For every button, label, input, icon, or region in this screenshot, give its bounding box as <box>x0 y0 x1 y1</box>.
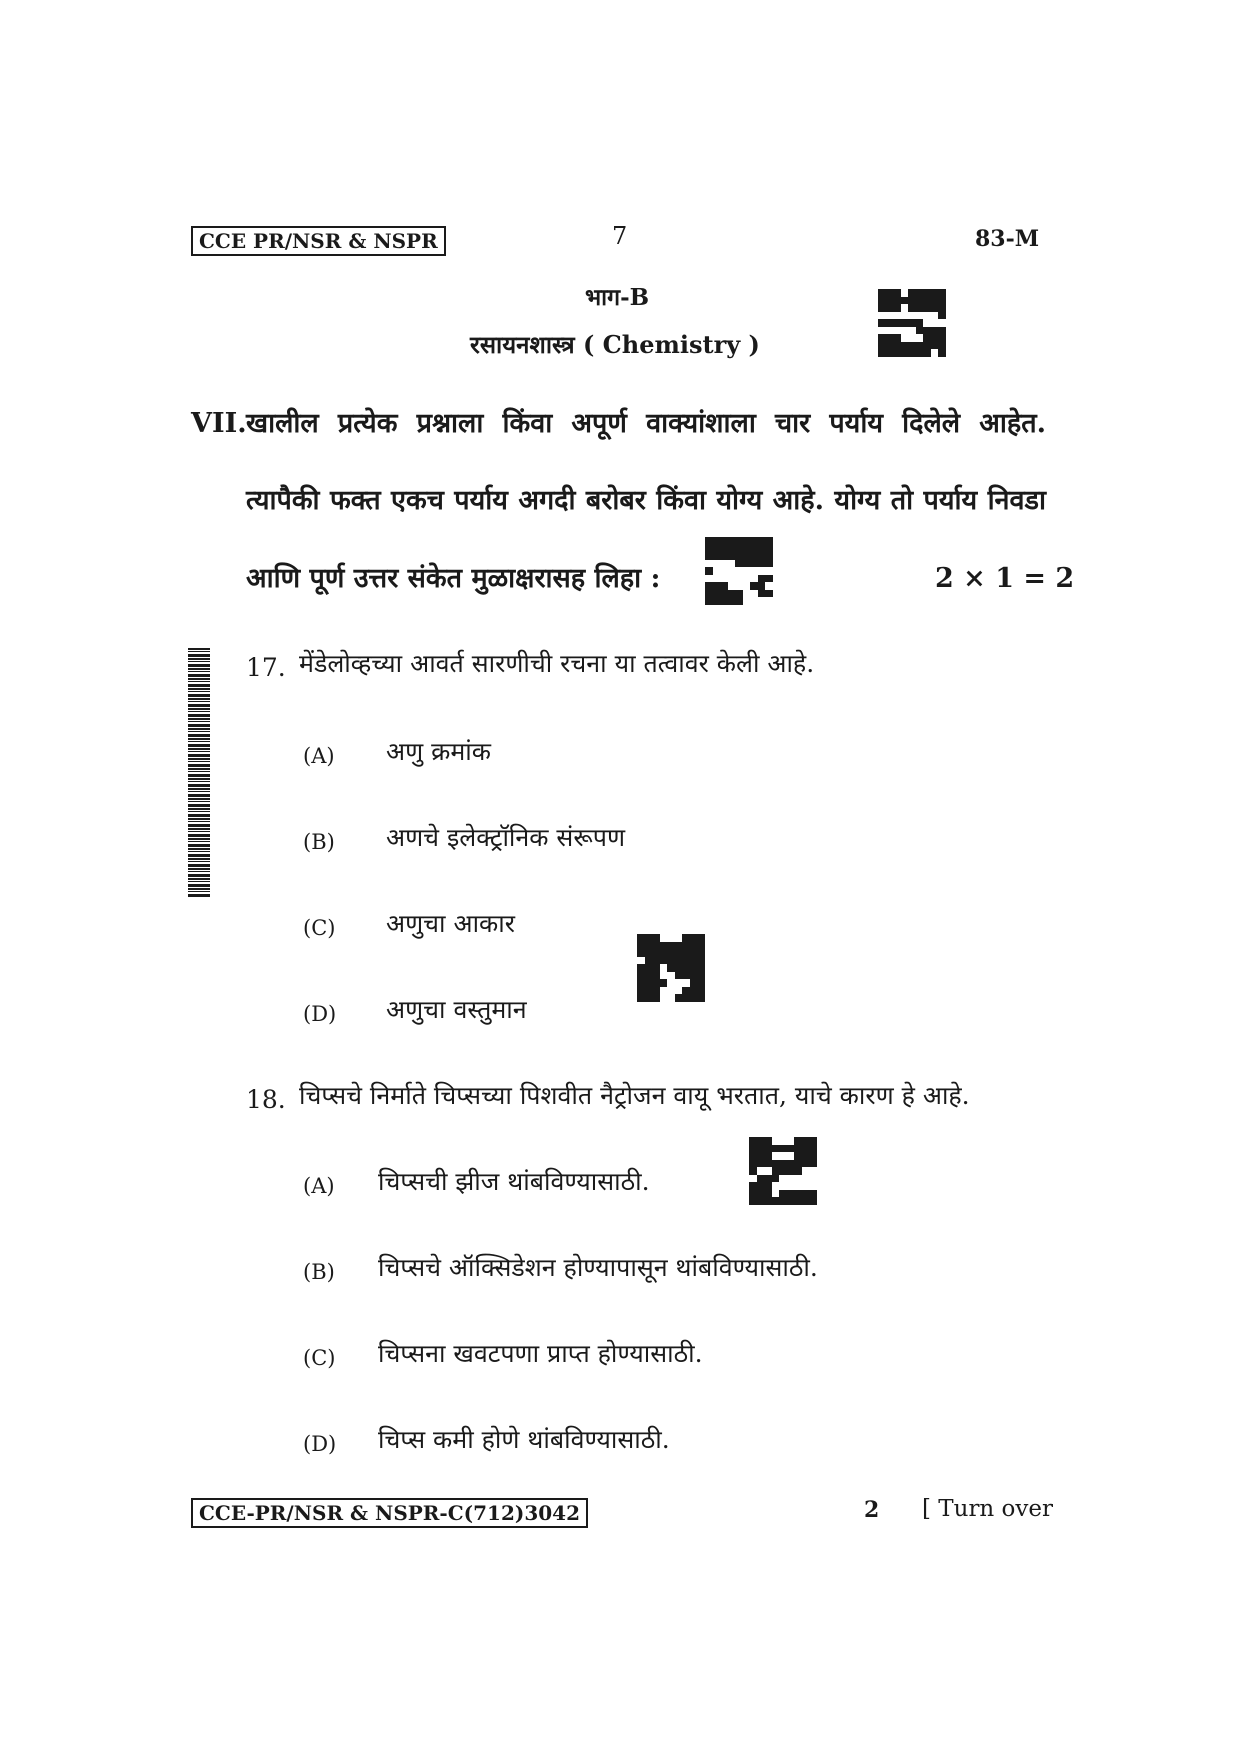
option-text: अणुचा आकार <box>386 909 515 938</box>
page-number: 7 <box>612 222 628 250</box>
option-label: (B) <box>303 1260 335 1284</box>
sheet-number: 2 <box>864 1497 880 1523</box>
barcode-icon <box>188 648 210 898</box>
question-number: 17. <box>246 653 286 682</box>
question-number: 18. <box>246 1085 286 1114</box>
option-text: अणु क्रमांक <box>386 737 491 766</box>
qr-code-icon <box>878 289 946 357</box>
option-label: (A) <box>303 1174 335 1198</box>
section-part: भाग-B <box>585 284 650 311</box>
instruction-line-3: आणि पूर्ण उत्तर संकेत मुळाक्षरासह लिहा : <box>246 563 661 594</box>
option-text: चिप्सची झीज थांबविण्यासाठी. <box>378 1167 650 1196</box>
instruction-number: VII. <box>191 408 247 439</box>
marks-scheme: 2 × 1 = 2 <box>935 563 1075 594</box>
option-text: अणचे इलेक्ट्रॉनिक संरूपण <box>386 823 626 852</box>
question-text: मेंडेलोव्हच्या आवर्त सारणीची रचना या तत्वावर केली आहे. <box>299 649 815 678</box>
qr-code-icon <box>637 934 705 1002</box>
footer-code: CCE-PR/NSR & NSPR-C(712)3042 <box>191 1498 588 1528</box>
qr-code-icon <box>705 537 773 605</box>
option-label: (A) <box>303 744 335 768</box>
option-text: चिप्स कमी होणे थांबविण्यासाठी. <box>378 1425 670 1454</box>
option-text: चिप्सचे ऑक्सिडेशन होण्यापासून थांबविण्यासाठी. <box>378 1253 818 1282</box>
option-label: (D) <box>303 1432 337 1456</box>
section-subject: रसायनशास्त्र ( Chemistry ) <box>470 330 760 359</box>
option-text: चिप्सना खवटपणा प्राप्त होण्यासाठी. <box>378 1339 703 1368</box>
option-text: अणुचा वस्तुमान <box>386 995 527 1024</box>
header-right-code: 83-M <box>975 226 1040 252</box>
option-label: (C) <box>303 916 336 940</box>
question-text: चिप्सचे निर्माते चिप्सच्या पिशवीत नैट्रोजन वायू भरतात, याचे कारण हे आहे. <box>299 1081 970 1110</box>
qr-code-icon <box>749 1137 817 1205</box>
option-label: (B) <box>303 830 335 854</box>
option-label: (D) <box>303 1002 337 1026</box>
instruction-line-1: खालील प्रत्येक प्रश्नाला किंवा अपूर्ण वाक्यांशाला चार पर्याय दिलेले आहेत. <box>246 408 1046 439</box>
option-label: (C) <box>303 1346 336 1370</box>
header-left-code: CCE PR/NSR & NSPR <box>191 226 446 256</box>
turn-over: [ Turn over <box>922 1496 1054 1522</box>
instruction-line-2: त्यापैकी फक्त एकच पर्याय अगदी बरोबर किंवा योग्य आहे. योग्य तो पर्याय निवडा <box>246 485 1046 516</box>
